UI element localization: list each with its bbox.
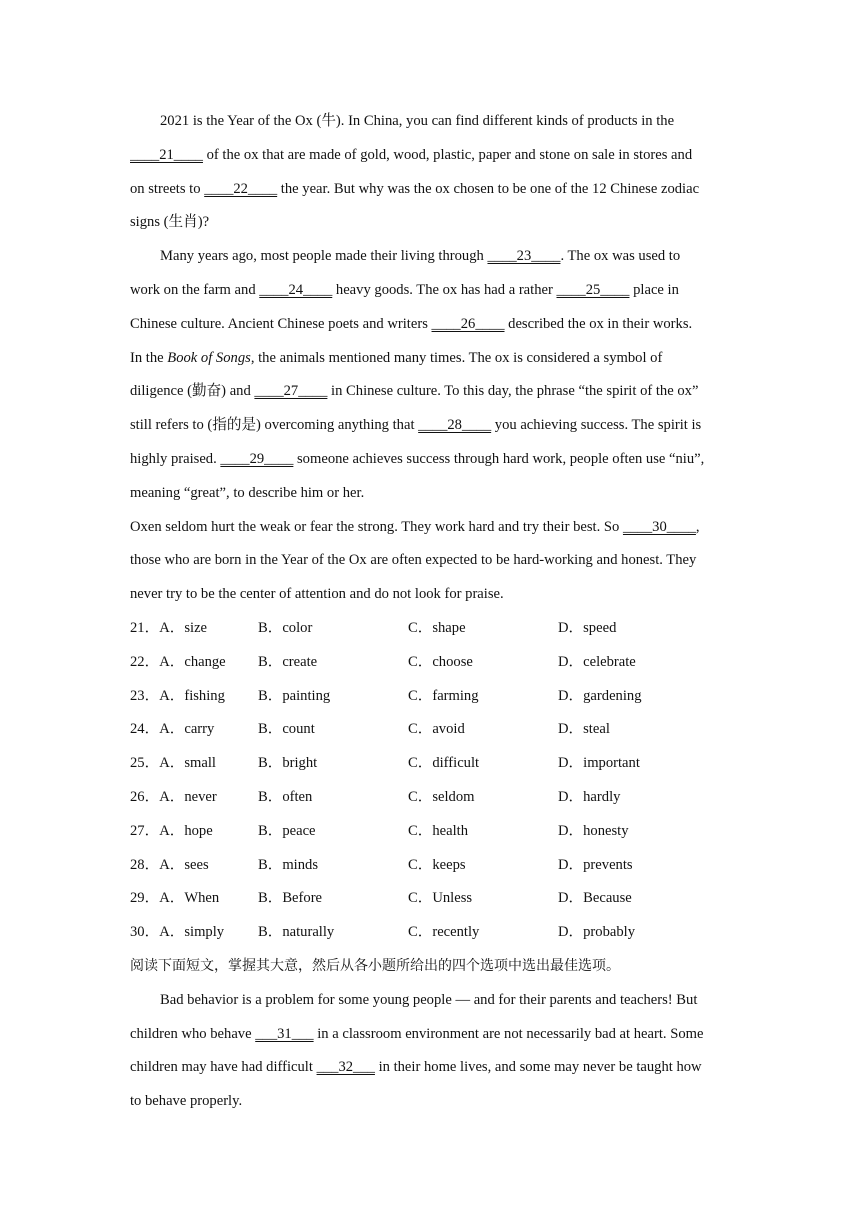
text: , the animals mentioned many times. The ox is considered a symbol of [250, 349, 663, 366]
question-row [130, 612, 730, 646]
option-a: A．carry [159, 721, 215, 738]
question-number: 22． [130, 653, 160, 670]
passage1-line [130, 342, 730, 376]
option-a: A．When [159, 890, 220, 907]
question-number: 25． [130, 755, 160, 772]
option-d: D．important [558, 755, 640, 772]
passage1-line [130, 375, 730, 409]
question-number-and-option-a [130, 882, 258, 916]
option-b: B．color [258, 619, 313, 636]
question-row [130, 680, 730, 714]
text: work on the farm and [130, 281, 260, 298]
text: place in [629, 281, 679, 298]
passage1-line [130, 105, 730, 139]
option-c: C．choose [408, 653, 473, 670]
option-b: B．peace [258, 822, 316, 839]
text: 2021 is the Year of the Ox (牛). In China, you can find different kinds of products in the [160, 113, 675, 129]
question-row [130, 882, 730, 916]
blank-25: ____25____ [556, 281, 630, 298]
question-number: 24． [130, 721, 160, 738]
instruction-text: 阅读下面短文，掌握其大意，然后从各小题所给出的四个选项中选出最佳选项。 [130, 957, 620, 974]
option-a: A．hope [159, 822, 213, 839]
option-b: B．naturally [258, 924, 335, 941]
option-a: A．simply [159, 924, 225, 941]
option-b: B．minds [258, 856, 319, 873]
option-d: D．Because [558, 890, 632, 907]
passage2-line [130, 1085, 730, 1119]
text: heavy goods. The ox has had a rather [332, 281, 557, 298]
question-row [130, 815, 730, 849]
option-a: A．change [159, 653, 226, 670]
option-a: A．never [159, 788, 217, 805]
text: still refers to (指的是) overcoming anything that [130, 417, 419, 434]
text: to behave properly. [130, 1093, 243, 1110]
question-number-and-option-a [130, 916, 258, 950]
question-number-and-option-a [130, 781, 258, 815]
passage2-line [130, 1018, 730, 1052]
question-row [130, 646, 730, 680]
option-a: A．size [159, 619, 208, 636]
blank-24: ____24____ [259, 281, 333, 298]
option-a: A．small [159, 755, 216, 772]
question-row [130, 849, 730, 883]
option-c: C．health [408, 822, 468, 839]
text: children may have had difficult [130, 1059, 317, 1076]
blank-21: ____21____ [130, 146, 203, 163]
option-d: D．probably [558, 924, 636, 941]
text: you achieving success. The spirit is [491, 417, 702, 434]
question-number: 28． [130, 856, 160, 873]
passage1-line [130, 139, 730, 173]
option-d: D．honesty [558, 822, 629, 839]
text: never try to be the center of attention and do not look for praise. [130, 586, 504, 603]
text: highly praised. [130, 450, 221, 467]
blank-28: ____28____ [418, 417, 492, 434]
blank-26: ____26____ [431, 315, 505, 332]
option-d: D．prevents [558, 856, 633, 873]
option-c: C．seldom [408, 788, 475, 805]
text: someone achieves success through hard work, people often use “niu”, [293, 450, 705, 467]
option-c: C．keeps [408, 856, 466, 873]
text: . The ox was used to [560, 248, 681, 265]
passage1-line [130, 206, 730, 240]
text: the year. But why was the ox chosen to be one of the 12 Chinese zodiac [277, 180, 700, 197]
question-list [130, 612, 730, 950]
option-b: B．often [258, 788, 313, 805]
blank-27: ____27____ [254, 383, 328, 400]
question-row [130, 781, 730, 815]
option-c: C．avoid [408, 721, 465, 738]
text: children who behave [130, 1025, 256, 1042]
blank-30: ____30____ [622, 518, 696, 535]
passage1-line [130, 443, 730, 477]
question-number: 23． [130, 687, 160, 704]
passage1-line [130, 173, 730, 207]
passage1-line [130, 578, 730, 612]
text: in their home lives, and some may never be taught how [374, 1059, 702, 1076]
passage1-line [130, 477, 730, 511]
question-number: 30． [130, 924, 160, 941]
blank-23: ____23____ [487, 248, 561, 265]
question-number-and-option-a [130, 680, 258, 714]
option-d: D．hardly [558, 788, 621, 805]
question-number-and-option-a [130, 849, 258, 883]
text: described the ox in their works. [504, 315, 693, 332]
question-row [130, 713, 730, 747]
document-page [130, 105, 730, 1119]
question-number-and-option-a [130, 646, 258, 680]
text: In the [130, 349, 168, 366]
text: diligence (勤奋) and [130, 383, 255, 400]
option-a: A．fishing [159, 687, 225, 704]
question-number: 27． [130, 822, 160, 839]
passage1-line [130, 240, 730, 274]
text: in a classroom environment are not necessarily bad at heart. Some [313, 1025, 704, 1042]
text: Bad behavior is a problem for some young people — and for their parents and teachers! But [160, 991, 698, 1008]
blank-32: ___32___ [316, 1059, 375, 1076]
option-b: B．create [258, 653, 318, 670]
text: in Chinese culture. To this day, the phrase “the spirit of the ox” [327, 383, 699, 400]
option-b: B．Before [258, 890, 323, 907]
blank-31: ___31___ [255, 1025, 314, 1042]
question-number: 21． [130, 619, 160, 636]
passage1-line [130, 511, 730, 545]
question-row [130, 747, 730, 781]
text: signs (生肖)? [130, 214, 210, 231]
text: Oxen seldom hurt the weak or fear the strong. They work hard and try their best. So [130, 518, 623, 535]
text: those who are born in the Year of the Ox are often expected to be hard-working and honest. They [130, 552, 697, 569]
text: Many years ago, most people made their living through [160, 248, 488, 265]
question-number-and-option-a [130, 612, 258, 646]
text: Chinese culture. Ancient Chinese poets and writers [130, 315, 432, 332]
option-c: C．shape [408, 619, 466, 636]
question-number-and-option-a [130, 747, 258, 781]
option-b: B．painting [258, 687, 331, 704]
passage1-line [130, 274, 730, 308]
option-c: C．farming [408, 687, 479, 704]
option-d: D．speed [558, 619, 617, 636]
blank-22: ____22____ [204, 180, 278, 197]
option-d: D．celebrate [558, 653, 636, 670]
question-number: 26． [130, 788, 160, 805]
question-number: 29． [130, 890, 160, 907]
book-title: Book of Songs [167, 349, 251, 366]
passage2-line [130, 1051, 730, 1085]
text: , [695, 518, 700, 535]
question-row [130, 916, 730, 950]
passage1-line [130, 544, 730, 578]
passage2-line [130, 984, 730, 1018]
text: on streets to [130, 180, 205, 197]
option-c: C．recently [408, 924, 480, 941]
text: meaning “great”, to describe him or her. [130, 484, 365, 501]
text: of the ox that are made of gold, wood, plastic, paper and stone on sale in stores and [202, 146, 693, 163]
question-number-and-option-a [130, 815, 258, 849]
passage1-line [130, 409, 730, 443]
passage1-line [130, 308, 730, 342]
option-c: C．difficult [408, 755, 480, 772]
blank-29: ____29____ [220, 450, 294, 467]
question-number-and-option-a [130, 713, 258, 747]
option-d: D．steal [558, 721, 610, 738]
option-b: B．bright [258, 755, 318, 772]
option-b: B．count [258, 721, 315, 738]
option-c: C．Unless [408, 890, 473, 907]
option-a: A．sees [159, 856, 209, 873]
option-d: D．gardening [558, 687, 642, 704]
